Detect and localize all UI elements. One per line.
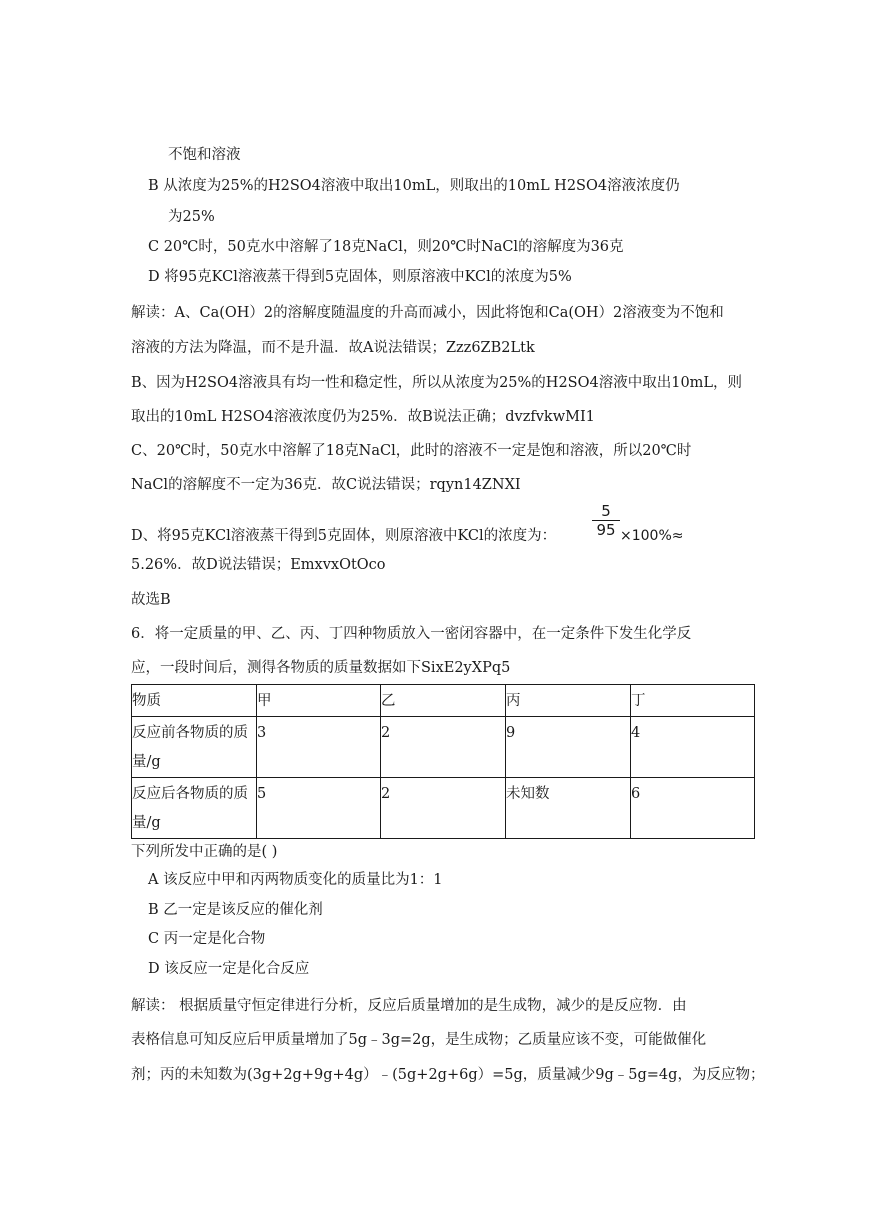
table-cell: 2 [381, 778, 506, 839]
table-cell: 未知数 [506, 778, 631, 839]
table-cell: 4 [631, 717, 755, 778]
table-header-cell: 物质 [132, 685, 257, 717]
label-part: 反应前各物质的质 [132, 725, 248, 741]
text-line: 为25% [168, 209, 215, 225]
explanation-line: NaCl的溶解度不一定为36克．故C说法错误；rqyn14ZNXI [131, 477, 521, 493]
label-part: 反应后各物质的质 [132, 786, 248, 802]
table-header-cell: 乙 [381, 685, 506, 717]
table-cell: 2 [381, 717, 506, 778]
explanation-line: D、将95克KCl溶液蒸干得到5克固体，则原溶液中KCl的浓度为： [131, 528, 557, 544]
explanation-line: B、因为H2SO4溶液具有均一性和稳定性，所以从浓度为25%的H2SO4溶液中取出10mL，则 [131, 375, 743, 391]
explanation-line: 解读：A、Ca(OH）2的溶解度随温度的升高而减小，因此将饱和Ca(OH）2溶液变为不饱和 [131, 305, 724, 321]
table-header-cell: 甲 [257, 685, 381, 717]
explanation-line: C、20℃时，50克水中溶解了18克NaCl，此时的溶液不一定是饱和溶液，所以20℃时 [131, 443, 692, 459]
table-header-cell: 丙 [506, 685, 631, 717]
table-header-cell: 丁 [631, 685, 755, 717]
label-part: 量/g [132, 754, 161, 770]
option-c: C 丙一定是化合物 [148, 931, 266, 947]
option-b: B 乙一定是该反应的催化剂 [148, 902, 323, 918]
option-d: D 该反应一定是化合反应 [148, 961, 310, 977]
label-part: 量/g [132, 815, 161, 831]
fraction-numerator: 5 [592, 503, 620, 521]
fraction [592, 503, 620, 539]
question-prompt: 下列所发中正确的是( ) [131, 844, 278, 860]
table-header-row [132, 685, 755, 717]
table-row-label [132, 717, 257, 778]
mass-table [131, 684, 755, 839]
explanation-line: 剂；丙的未知数为(3g+2g+9g+4g）﹣(5g+2g+6g）=5g，质量减少9g﹣5g=4g，为反应物； [131, 1067, 765, 1083]
explanation-line: 解读： 根据质量守恒定律进行分析，反应后质量增加的是生成物，减少的是反应物．由 [131, 998, 687, 1014]
option-d: D 将95克KCl溶液蒸干得到5克固体，则原溶液中KCl的浓度为5% [148, 269, 572, 285]
explanation-line: 表格信息可知反应后甲质量增加了5g﹣3g=2g，是生成物；乙质量应该不变，可能做催化 [131, 1032, 707, 1048]
table-cell: 6 [631, 778, 755, 839]
question-6: 6．将一定质量的甲、乙、丙、丁四种物质放入一密闭容器中，在一定条件下发生化学反 [131, 626, 692, 642]
table-row [132, 717, 755, 778]
explanation-line: 溶液的方法为降温，而不是升温．故A说法错误；Zzz6ZB2Ltk [131, 340, 535, 356]
explanation-line: 5.26%．故D说法错误；EmxvxOtOco [131, 557, 386, 573]
explanation-line: 取出的10mL H2SO4溶液浓度仍为25%．故B说法正确；dvzfvkwMI1 [131, 409, 595, 425]
question-6-cont: 应，一段时间后，测得各物质的质量数据如下SixE2yXPq5 [131, 660, 511, 676]
answer-line: 故选B [131, 592, 171, 608]
table-cell: 3 [257, 717, 381, 778]
table-cell: 5 [257, 778, 381, 839]
text-line: 不饱和溶液 [168, 147, 241, 163]
table-row-label [132, 778, 257, 839]
option-b: B 从浓度为25%的H2SO4溶液中取出10mL，则取出的10mL H2SO4溶液浓度仍 [148, 178, 680, 194]
table-cell: 9 [506, 717, 631, 778]
option-a: A 该反应中甲和丙两物质变化的质量比为1：1 [148, 872, 443, 888]
option-c: C 20℃时，50克水中溶解了18克NaCl，则20℃时NaCl的溶解度为36克 [148, 239, 624, 255]
table-row [132, 778, 755, 839]
fraction-denominator: 95 [596, 521, 616, 539]
fraction-tail: ×100%≈ [620, 528, 684, 544]
